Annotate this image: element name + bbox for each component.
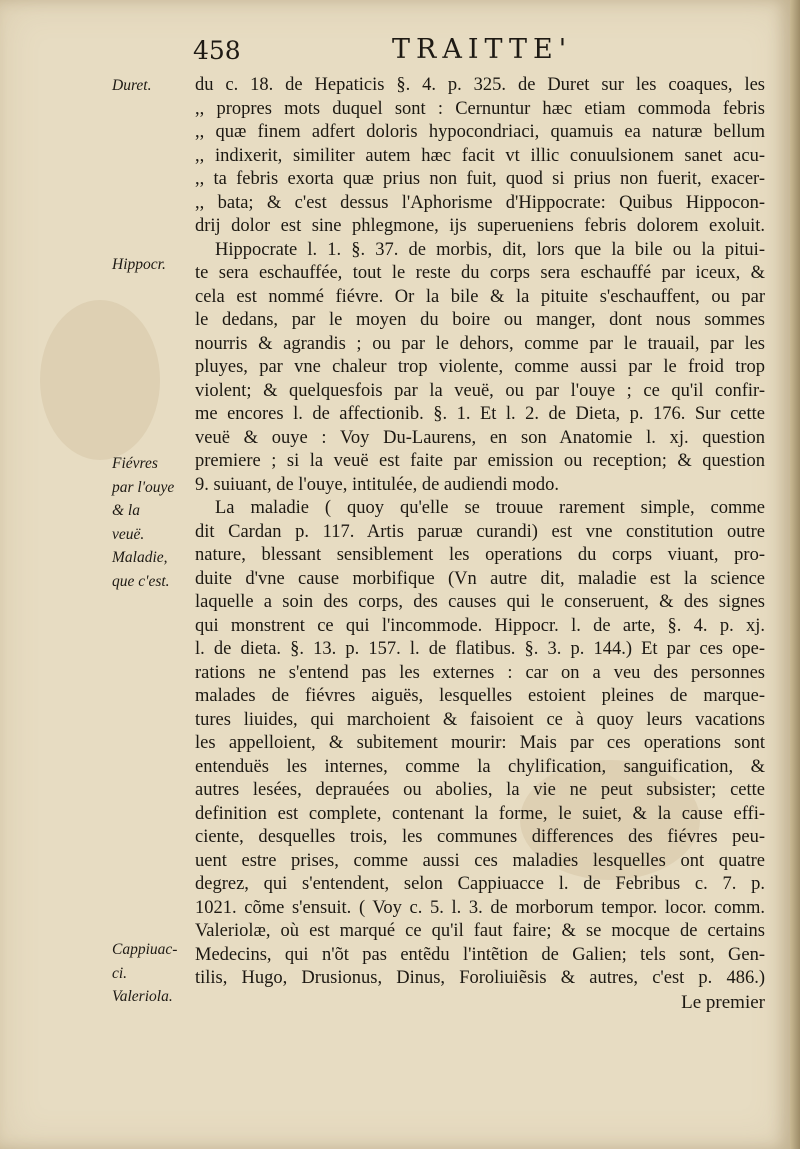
text-line: definition est complete, contenant la forme, le suiet, & la cause effi- [195,803,765,824]
text-line: Valeriolæ, où est marqué ce qu'il faut faire; & se mocque de certains [195,921,765,941]
text-line: La maladie ( quoy qu'elle se trouue rarement simple, comme [215,498,765,518]
text-line: du c. 18. de Hepaticis §. 4. p. 325. de Duret sur les coaques, les [195,75,765,95]
paper-stain [40,300,160,460]
running-head: TRAITTE' [392,34,573,65]
text-line: Hippocrate l. 1. §. 37. de morbis, dit, lors que la bile ou la pitui- [215,239,765,260]
text-line: malades de fiévres aiguës, lesquelles estoient pleines de marque- [195,686,765,706]
text-line: drij dolor est sine phlegmone, ijs superueniens febris dolorem exoluit. [195,216,765,236]
text-line: les appelloient, & subitement mourir: Mais par ces operations sont [195,733,765,753]
catchword: Le premier [681,991,765,1013]
margin-note-hippocr: Hippocr. [112,256,166,273]
text-line: nature, blessant sensiblement les operations du corps viuant, pro- [195,545,765,565]
text-line: ,, quæ finem adfert doloris hypocondriaci, quamuis ea naturæ bellum [195,122,765,142]
text-line: premiere ; si la veuë est faite par emission ou reception; & question [195,451,765,471]
text-line: tilis, Hugo, Drusionus, Dinus, Foroliuiẽsis & autres, c'est p. 486.) [195,968,765,988]
margin-note-duret: Duret. [112,77,152,94]
text-line: entenduës les internes, comme la chylification, sanguification, & [195,756,765,777]
body-text [195,74,765,1014]
text-line: ,, ta febris exorta quæ prius non fuit, quod si prius non fuerit, exacer- [195,169,765,189]
text-line: 9. suiuant, de l'ouye, intitulée, de audiendi modo. [195,474,560,495]
text-line: l. de dieta. §. 13. p. 157. l. de flatibus. §. 3. p. 144.) Et par ces ope- [195,639,765,659]
text-line: le dedans, par le moyen du boire ou manger, dont nous sommes [195,310,765,330]
text-line: ,, indixerit, similiter autem hæc facit vt illic conuulsionem sanet acu- [195,145,765,166]
page-number: 458 [193,36,241,65]
text-line: me encores l. de affectionib. §. 1. Et l. 2. de Dieta, p. 176. Sur cette [195,404,765,424]
text-line: dit Cardan p. 117. Artis paruæ curandi) est vne constitution outre [195,521,765,542]
text-line: tures liuides, qui marchoient & faisoient ce à quoy leurs vacations [195,709,765,730]
margin-note-fievres: Fiévres par l'ouye & la veuë. [112,455,175,543]
text-line: Medecins, qui n'õt pas entẽdu l'intẽtion de Galien; tels sont, Gen- [195,944,765,965]
text-line: te sera eschauffée, tout le reste du corps sera eschauffé par iceux, & [195,263,765,283]
text-line: laquelle a soin des corps, des causes qui le conseruent, & des signes [195,592,765,612]
text-line: ,, bata; & c'est dessus l'Aphorisme d'Hippocrate: Quibus Hippocon- [195,192,765,213]
text-line: 1021. cõme s'ensuit. ( Voy c. 5. l. 3. de morborum tempor. locor. comm. [195,897,765,918]
text-line: duite d'vne cause morbifique (Vn autre dit, maladie est la science [195,568,765,589]
text-line: ciente, desquelles trois, les communes differences des fiévres peu- [195,827,765,847]
text-line: degrez, qui s'entendent, selon Cappiuacce l. de Febribus c. 7. p. [195,874,765,894]
page-edge [790,0,800,1149]
text-line: qui monstrent ce qui l'incommode. Hippocr. l. de arte, §. 4. p. xj. [195,615,765,636]
text-line: nourris & agrandis ; ou par le dehors, comme par le trauail, par les [195,333,765,354]
text-line: uent estre prises, comme aussi ces maladies lesquelles ont quatre [195,850,765,871]
text-line: autres lesées, deprauées ou abolies, la vie ne peut subsister; cette [195,780,765,800]
margin-note-valeriola: Valeriola. [112,988,173,1005]
text-line: rations ne s'entend pas les externes : car on a veu des personnes [195,662,765,683]
margin-note-maladie: Maladie, que c'est. [112,549,170,590]
text-line: pluyes, par vne chaleur trop violente, comme aussi par le froid trop [195,357,765,377]
margin-note-cappiuacci: Cappiuac- ci. [112,941,178,982]
text-line: cela est nommé fiévre. Or la bile & la pituite s'eschauffent, ou par [195,286,765,307]
text-line: ,, propres mots duquel sont : Cernuntur hæc etiam commoda febris [195,98,765,119]
text-line: violent; & quelquesfois par la veuë, ou par l'ouye ; ce qu'il confir- [195,380,765,401]
text-line: veuë & ouye : Voy Du-Laurens, en son Anatomie l. xj. question [195,427,765,448]
